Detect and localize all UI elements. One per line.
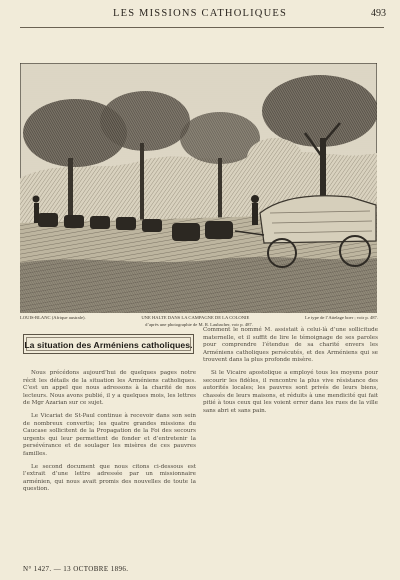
issue-footer: N° 1427. — 13 OCTOBRE 1896. bbox=[23, 565, 129, 573]
caption-credit: d’après une photographie de M. R. Laubacher, voir p. 487. bbox=[145, 322, 253, 327]
paragraph: Si le Vicaire apostolique a employé tous les moyens pour secourir les fidèles, il rencontre la plus vive résistance des autorités locales; les pauvres sont privés de leurs biens, chassés de leurs maisons, et réduits à une mendicité qui fait pitié à tous ceux qui les voient errer dans les rues de la ville sans abri et sans pain. bbox=[203, 369, 378, 414]
journal-title: LES MISSIONS CATHOLIQUES bbox=[112, 8, 288, 19]
caption-center: UNE HALTE DANS LA CAMPAGNE DE LA COLONIE bbox=[141, 315, 250, 320]
engraving-figure bbox=[20, 63, 377, 313]
right-column bbox=[203, 327, 378, 421]
left-column bbox=[23, 370, 196, 499]
paragraph: Le second document que nous citons ci-dessous est l’extrait d’une lettre adressée par un missionnaire arménien, qui nous avait promis des nouvelles de toute la question. bbox=[23, 463, 196, 493]
caption-left: LOUIS-BLANC (Afrique australe). bbox=[20, 315, 86, 320]
paragraph: Nous précédons aujourd’hui de quelques pages notre récit les détails de la situation les Arméniens catholiques. C’est un appel que nous adressons à la charité de nos lecteurs. Nous avons publié, il y a quelques mois, les lettres de Mgr Azarian sur ce sujet. bbox=[23, 370, 196, 407]
engraving-illustration bbox=[20, 63, 377, 313]
paragraph: Comment le nommé M. assistait à celui-là d’une sollicitude maternelle, et il suffit de lire le témoignage de ses paroles pour comprendre l’étendue de sa charité envers les Arméniens catholiques persécutés, et des Arméniens qui se trouvent dans la plus profonde misère. bbox=[203, 327, 378, 364]
caption-right: Le type de l’Attelage boer ; voir p. 487. bbox=[305, 315, 378, 320]
running-head bbox=[0, 6, 400, 24]
article-title-box bbox=[23, 334, 194, 354]
article-title: La situation des Arméniens catholiques. bbox=[24, 340, 193, 350]
paragraph: Le Vicariat de St-Paul continue à recevoir dans son sein de nombreux convertis; les quatre grandes missions du Caucase sollicitent de la Propagation de la Foi des secours urgents qui leur permettent de fonder et d’entretenir la persévérance et de soulager les misères de ces pauvres familles. bbox=[23, 412, 196, 457]
figure-caption bbox=[20, 314, 378, 328]
header-rule bbox=[20, 27, 384, 28]
page-number: 493 bbox=[371, 8, 386, 19]
